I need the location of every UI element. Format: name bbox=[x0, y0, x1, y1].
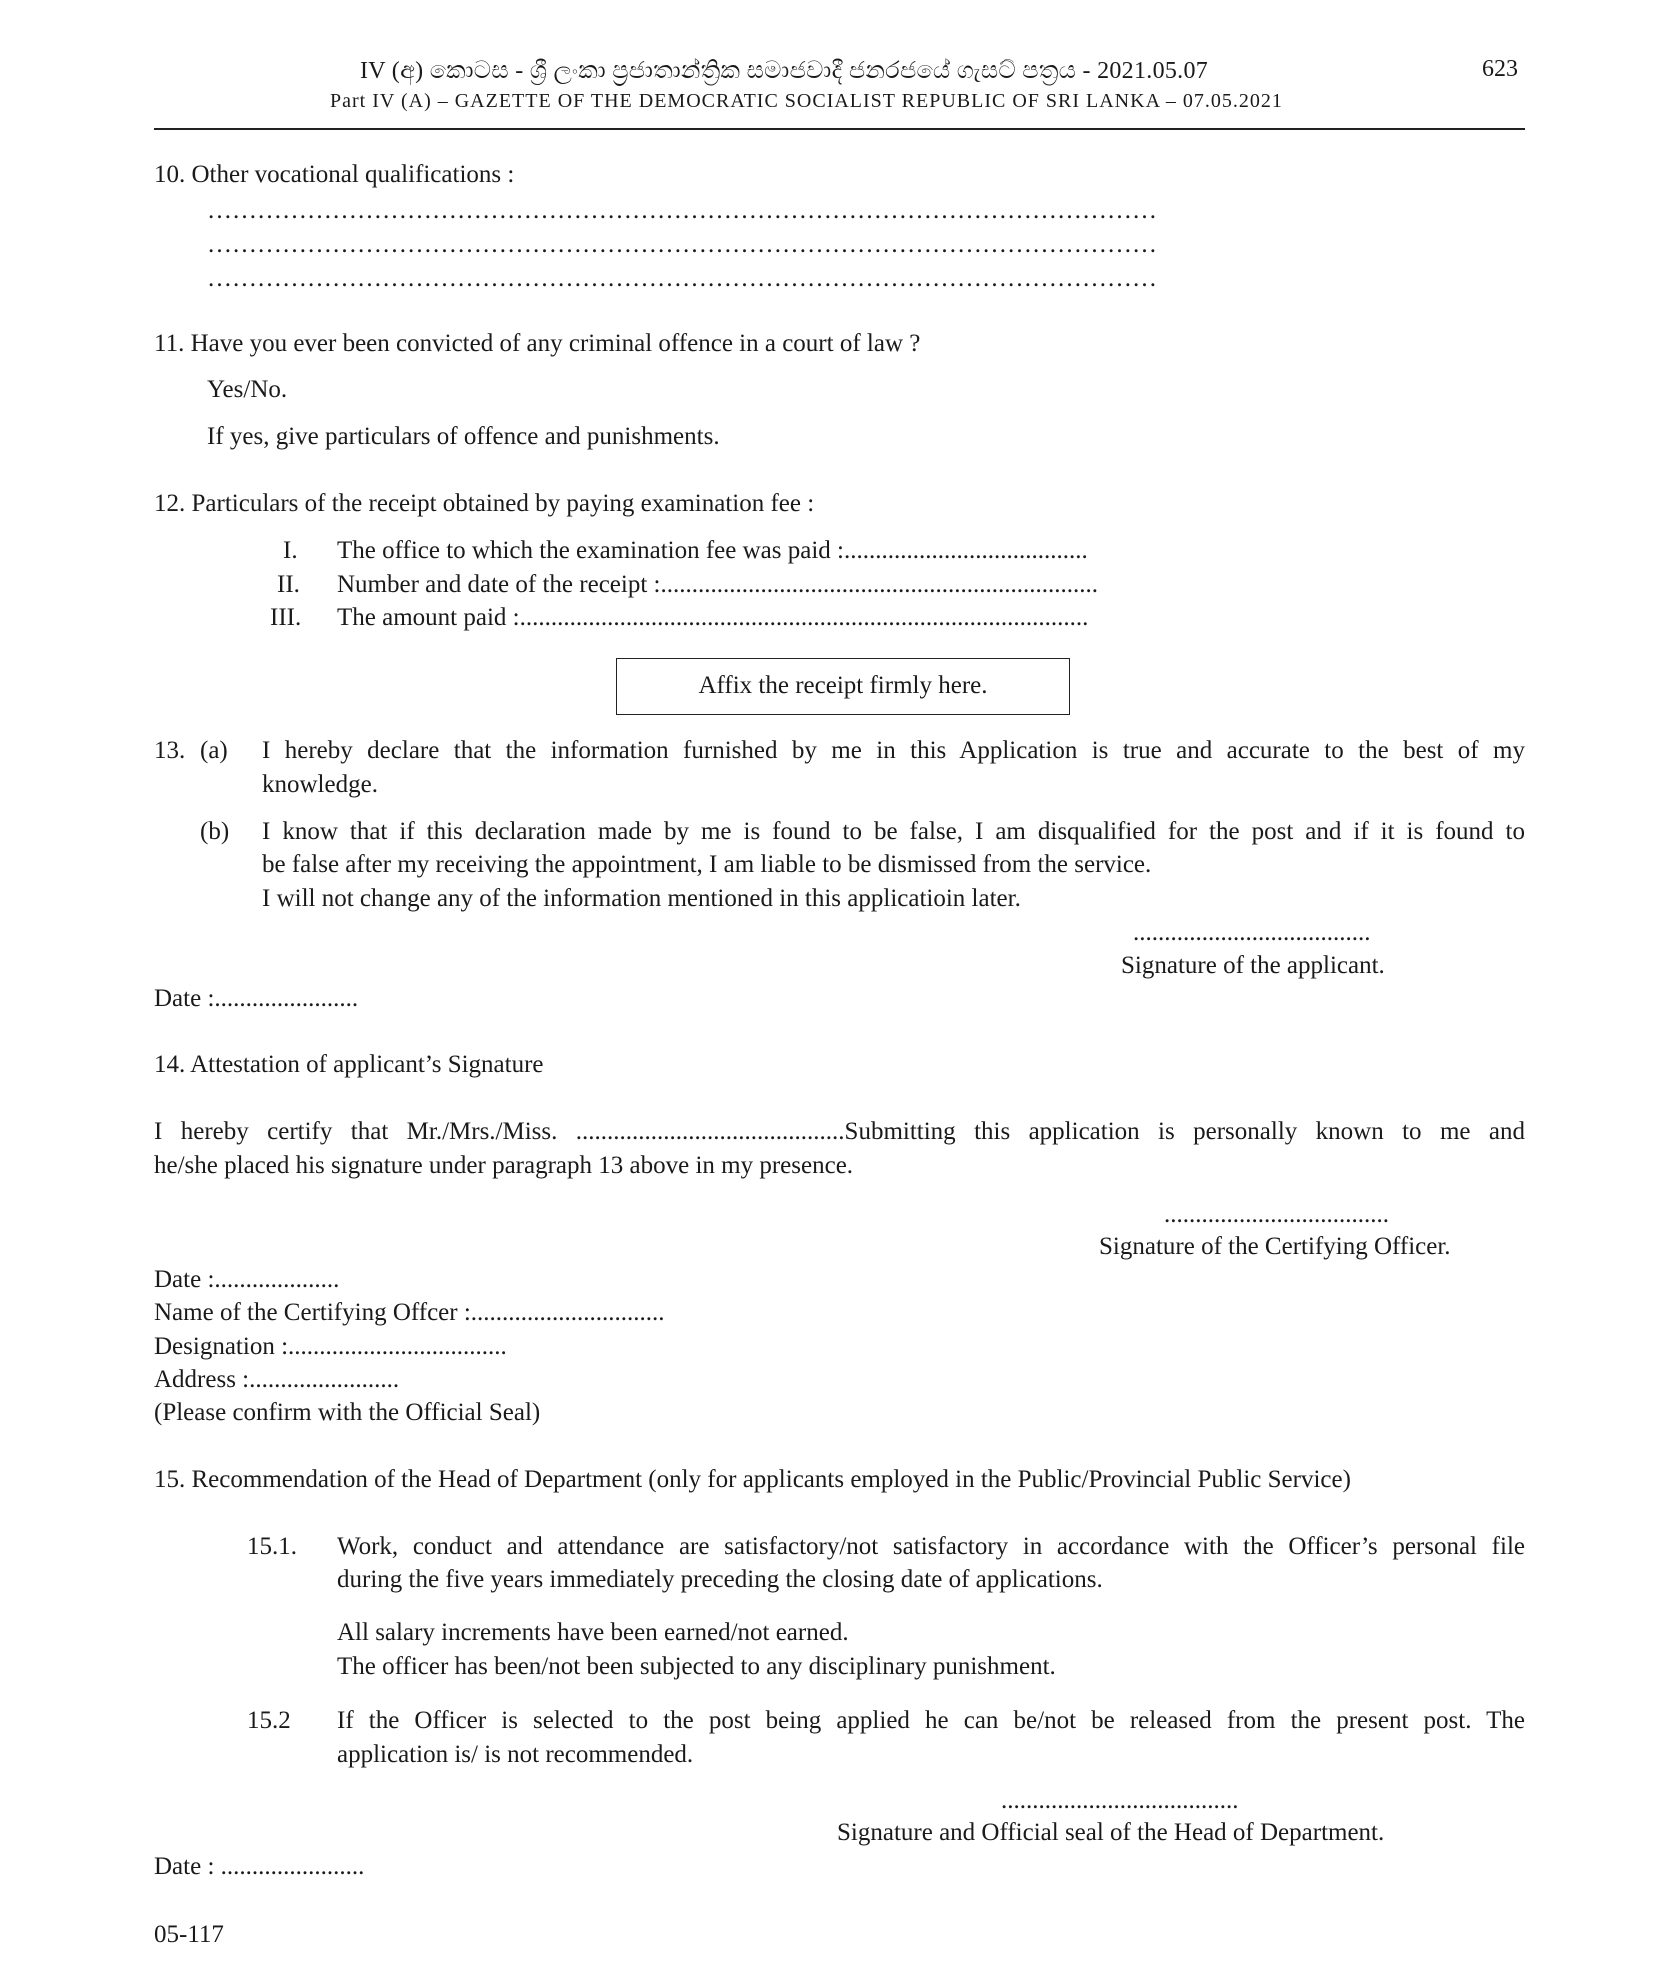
q13-b-line-3: I will not change any of the information mentioned in this applicatioin later. bbox=[262, 885, 1021, 912]
q11-yes-no: Yes/No. bbox=[207, 376, 288, 403]
q14-date: Date :.................... bbox=[154, 1266, 340, 1293]
q12-label: 12. Particulars of the receipt obtained by paying examination fee : bbox=[154, 490, 815, 517]
q14-label: 14. Attestation of applicant’s Signature bbox=[154, 1051, 544, 1078]
q13-b-label: (b) bbox=[200, 818, 230, 845]
q11-label: 11. Have you ever been convicted of any criminal offence in a court of law ? bbox=[154, 330, 921, 357]
q12-item-num-2: II. bbox=[277, 571, 300, 598]
q15-2-line-1: If the Officer is selected to the post being applied he can be/not be released from the present post. The bbox=[337, 1707, 1525, 1734]
head-of-department-signature-label: Signature and Official seal of the Head of Department. bbox=[837, 1819, 1385, 1846]
q15-label: 15. Recommendation of the Head of Department (only for applicants employed in the Public/Provincial Public Service) bbox=[154, 1466, 1351, 1493]
applicant-signature-line: ...................................... bbox=[1133, 919, 1371, 946]
q13-number: 13. bbox=[154, 737, 186, 764]
q15-date: Date : ....................... bbox=[154, 1853, 365, 1880]
q14-certify-line-2: he/she placed his signature under paragraph 13 above in my presence. bbox=[154, 1152, 854, 1179]
q13-date: Date :....................... bbox=[154, 985, 359, 1012]
page-number: 623 bbox=[1482, 56, 1518, 82]
gazette-english-title: Part IV (A) – GAZETTE OF THE DEMOCRATIC SOCIALIST REPUBLIC OF SRI LANKA – 07.05.2021 bbox=[330, 90, 1283, 112]
applicant-signature-label: Signature of the applicant. bbox=[1121, 952, 1385, 979]
q15-2-line-2: application is/ is not recommended. bbox=[337, 1741, 694, 1768]
certifying-officer-name: Name of the Certifying Offcer :............................... bbox=[154, 1299, 665, 1326]
q10-dotted-line-1: …………………………………………………………………………………………………… bbox=[207, 197, 1157, 224]
q15-2-number: 15.2 bbox=[247, 1707, 291, 1734]
q13-a-label: (a) bbox=[200, 737, 228, 764]
q15-1-line-3: All salary increments have been earned/not earned. bbox=[337, 1619, 849, 1646]
gazette-sinhala-title: IV (අ) කොටස - ශ්‍රී ලංකා ප්‍රජාතාන්ත්‍රික සමාජවාදී ජනරජයේ ගැසට් පත්‍රය - 2021.05.07 bbox=[360, 58, 1209, 84]
q15-1-number: 15.1. bbox=[247, 1533, 297, 1560]
q10-dotted-line-3: …………………………………………………………………………………………………… bbox=[207, 265, 1157, 292]
q12-item-num-1: I. bbox=[283, 537, 298, 564]
q13-b-line-2: be false after my receiving the appointment, I am liable to be dismissed from the service. bbox=[262, 851, 1152, 878]
q15-1-line-1: Work, conduct and attendance are satisfactory/not satisfactory in accordance with the Officer’s personal file bbox=[337, 1533, 1525, 1560]
q15-1-line-4: The officer has been/not been subjected to any disciplinary punishment. bbox=[337, 1653, 1056, 1680]
q12-item-text-2: Number and date of the receipt :...................................................................... bbox=[337, 571, 1098, 598]
q13-b-line-1: I know that if this declaration made by me is found to be false, I am disqualified for the post and if it is found to bbox=[262, 818, 1525, 845]
certifying-officer-signature-line: .................................... bbox=[1164, 1201, 1389, 1228]
q13-a-line-2: knowledge. bbox=[262, 771, 378, 798]
certifying-officer-designation: Designation :................................... bbox=[154, 1333, 507, 1360]
q10-dotted-line-2: …………………………………………………………………………………………………… bbox=[207, 231, 1157, 258]
receipt-box-label: Affix the receipt firmly here. bbox=[698, 672, 988, 699]
head-of-department-signature-line: ...................................... bbox=[1001, 1787, 1239, 1814]
q12-item-num-3: III. bbox=[270, 604, 302, 631]
receipt-box bbox=[616, 658, 1070, 715]
certifying-officer-address: Address :........................ bbox=[154, 1366, 400, 1393]
q12-item-text-1: The office to which the examination fee was paid :....................................... bbox=[337, 537, 1088, 564]
q11-if-yes: If yes, give particulars of offence and punishments. bbox=[207, 423, 720, 450]
footer-code: 05-117 bbox=[154, 1921, 224, 1948]
q10-label: 10. Other vocational qualifications : bbox=[154, 161, 515, 188]
header-rule bbox=[154, 128, 1525, 130]
q14-certify-line-1: I hereby certify that Mr./Mrs./Miss. ...........................................Submitting this application is personally known to me and bbox=[154, 1118, 1525, 1145]
official-seal-note: (Please confirm with the Official Seal) bbox=[154, 1399, 541, 1426]
q13-a-line-1: I hereby declare that the information furnished by me in this Application is true and accurate to the best of my bbox=[262, 737, 1525, 764]
q12-item-text-3: The amount paid :........................................................................................... bbox=[337, 604, 1089, 631]
q15-1-line-2: during the five years immediately preceding the closing date of applications. bbox=[337, 1566, 1103, 1593]
certifying-officer-signature-label: Signature of the Certifying Officer. bbox=[1099, 1233, 1451, 1260]
